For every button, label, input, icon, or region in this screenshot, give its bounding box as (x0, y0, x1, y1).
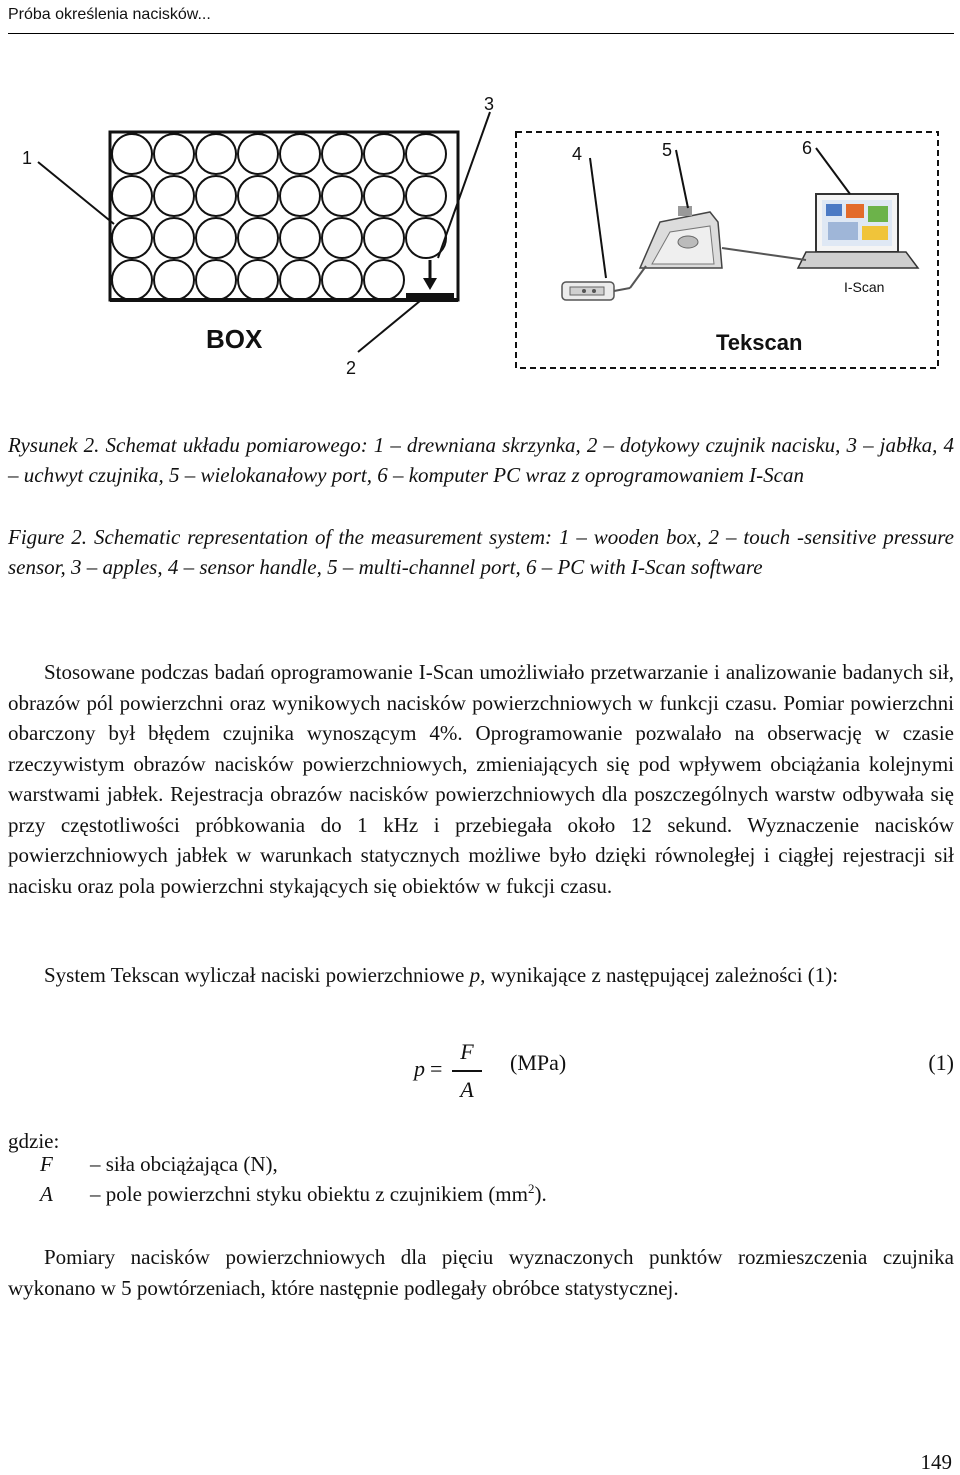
apple-circle (196, 176, 236, 216)
box-label: BOX (206, 324, 263, 354)
apple-circle (112, 134, 152, 174)
apple-circle (112, 260, 152, 300)
paragraph-1: Stosowane podczas badań oprogramowanie I-Scan umożliwiało przetwarzanie i analizowanie badanych sił, obrazów pól powierzchni oraz wynikowych nacisków powierzchniowych w funkcji czasu. Pomiar powierzchni obarczony był błędem czujnika wynoszącym 4%. Oprogramowanie pozwalało na obserwację w czasie rzeczywistym obrazów nacisków powierzchniowych, zmieniających się pod wpływem obciążania kolejnymi warstwami jabłek. Rejestracja obrazów nacisków powierzchniowych dla poszczególnych warstw odbywała się przy częstotliwości próbkowania do 1 kHz i przebiegała około 12 sekund. Wyznaczenie nacisków powierzchniowych jabłek w warunkach statycznych możliwe było dzięki równoległej i ciągłej rejestracji sił nacisku oraz pola powierzchni stykających się obiektów w fukcji czasu. (8, 660, 954, 898)
apple-circle (364, 134, 404, 174)
apple-circle (322, 218, 362, 258)
apple-circle (154, 134, 194, 174)
label-3: 3 (484, 94, 495, 114)
apple-circle (196, 260, 236, 300)
equation-equals: = (430, 1056, 443, 1081)
paragraph-2-before: System Tekscan wyliczał naciski powierzchniowe (44, 963, 470, 987)
apple-circle (322, 260, 362, 300)
label-5: 5 (662, 140, 673, 160)
definition-a-text: – pole powierzchni styku obiektu z czujnikiem (mm (90, 1182, 528, 1206)
sensor-arrow-icon (423, 260, 437, 290)
paragraph-3: Pomiary nacisków powierzchniowych dla pięciu wyznaczonych punktów rozmieszczenia czujnika wykonano w 5 powtórzeniach, które następnie podlegały obróbce statystycznej. (8, 1245, 954, 1300)
label-4: 4 (572, 144, 583, 164)
equation-fraction (452, 1036, 482, 1106)
paragraph-2 (8, 960, 954, 991)
apple-circle (154, 176, 194, 216)
definition-a-text-end: ). (534, 1182, 547, 1206)
definition-f-text: – siła obciążająca (N), (90, 1152, 278, 1176)
equation-denominator: A (460, 1076, 474, 1102)
apple-circle (238, 218, 278, 258)
label-2: 2 (346, 358, 357, 378)
definition-a-symbol: A (40, 1182, 53, 1206)
measurement-system-figure (10, 82, 954, 382)
apple-circle (280, 260, 320, 300)
apple-circle (154, 260, 194, 300)
apple-circle (238, 176, 278, 216)
paragraph-2-variable: p, (469, 963, 486, 987)
definition-a (40, 1181, 547, 1207)
apple-circle (112, 218, 152, 258)
sensor-strip (406, 293, 454, 298)
apple-circle (364, 260, 404, 300)
apple-circle (196, 134, 236, 174)
apple-circle (112, 176, 152, 216)
equation-numerator: F (460, 1039, 474, 1064)
apple-circle (406, 176, 446, 216)
equation-1 (0, 1036, 960, 1108)
apple-circle (280, 218, 320, 258)
figure-caption-english: Figure 2. Schematic representation of the measurement system: 1 – wooden box, 2 – touch -sensitive pressure sensor, 3 – apples, 4 – sensor handle, 5 – multi-channel port, 6 – PC with I-Scan software (8, 525, 954, 579)
apple-circle (238, 260, 278, 300)
where-label: gdzie: (8, 1129, 60, 1153)
equation-unit: (MPa) (510, 1050, 567, 1075)
apple-circle (238, 134, 278, 174)
laptop-icon (722, 194, 918, 268)
equation-lhs: p (414, 1056, 425, 1081)
apple-circle (280, 176, 320, 216)
apple-circle (154, 218, 194, 258)
apple-circle (406, 134, 446, 174)
definition-a-superscript: 2 (527, 1181, 535, 1196)
equation-number: (1) (928, 1050, 954, 1075)
label-6: 6 (802, 138, 813, 158)
apples-grid (112, 134, 446, 300)
figure-caption-polish: Rysunek 2. Schemat układu pomiarowego: 1 – drewniana skrzynka, 2 – dotykowy czujnik nacisku, 3 – jabłka, 4 – uchwyt czujnika, 5 – wielokanałowy port, 6 – komputer PC wraz z oprogramowaniem I-Scan (8, 433, 954, 487)
apple-circle (280, 134, 320, 174)
apple-circle (364, 218, 404, 258)
running-head: Próba określenia nacisków... (8, 6, 954, 34)
definition-f (40, 1152, 278, 1177)
sensor-handle-icon (562, 282, 630, 300)
apple-circle (322, 134, 362, 174)
apple-circle (364, 176, 404, 216)
apple-circle (322, 176, 362, 216)
label-1: 1 (22, 148, 33, 168)
tekscan-label: Tekscan (716, 330, 803, 355)
multi-channel-port-icon (630, 206, 722, 288)
apple-circle (196, 218, 236, 258)
definition-f-symbol: F (40, 1152, 53, 1176)
page-number: 149 (920, 1450, 952, 1474)
software-label: I-Scan (844, 279, 885, 295)
paragraph-2-after: wynikające z następującej zależności (1): (485, 963, 839, 987)
fraction-bar (452, 1070, 482, 1072)
